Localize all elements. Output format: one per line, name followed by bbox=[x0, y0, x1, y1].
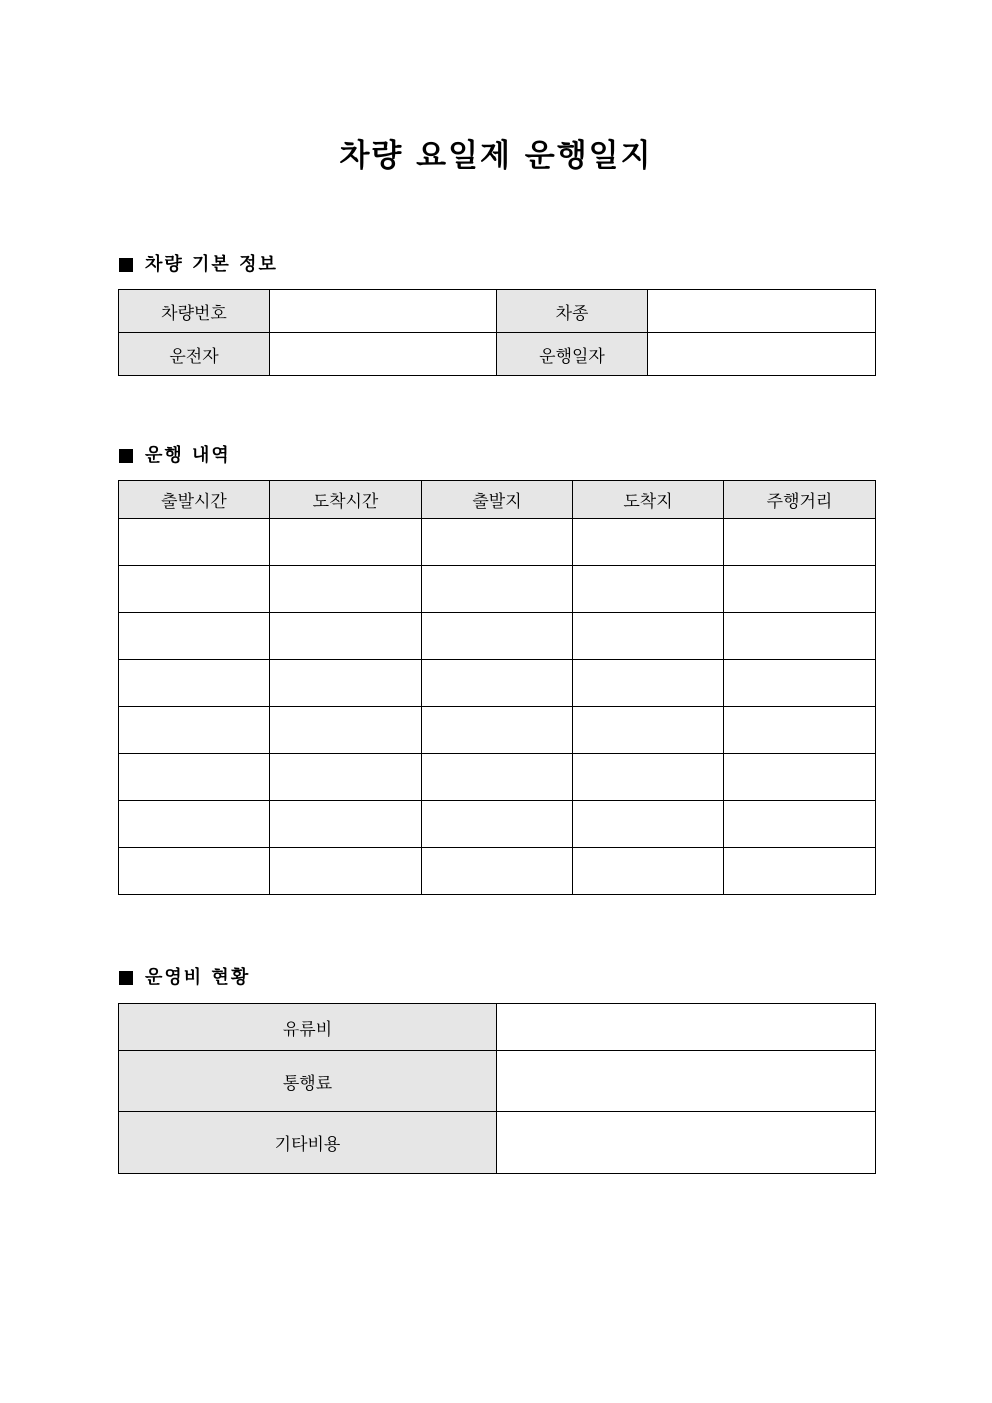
table-row bbox=[119, 660, 876, 707]
table-cell[interactable] bbox=[724, 519, 876, 566]
table-cell[interactable] bbox=[270, 848, 422, 895]
table-cell[interactable] bbox=[724, 754, 876, 801]
field-label-vehicle-type: 차종 bbox=[497, 290, 648, 333]
column-header-distance: 주행거리 bbox=[724, 481, 876, 519]
table-row bbox=[119, 613, 876, 660]
table-cell[interactable] bbox=[270, 754, 422, 801]
table-cell[interactable] bbox=[724, 801, 876, 848]
field-label-vehicle-number: 차량번호 bbox=[119, 290, 270, 333]
cost-label-other: 기타비용 bbox=[119, 1112, 497, 1174]
cost-value-other[interactable] bbox=[497, 1112, 876, 1174]
driving-log-table bbox=[118, 480, 876, 895]
table-cell[interactable] bbox=[422, 566, 573, 613]
table-cell[interactable] bbox=[422, 848, 573, 895]
table-cell[interactable] bbox=[422, 660, 573, 707]
table-cell[interactable] bbox=[422, 801, 573, 848]
table-cell[interactable] bbox=[422, 519, 573, 566]
table-cell[interactable] bbox=[119, 801, 270, 848]
table-row bbox=[119, 333, 876, 376]
table-row bbox=[119, 1004, 876, 1051]
table-cell[interactable] bbox=[573, 754, 724, 801]
table-header-row bbox=[119, 481, 876, 519]
page-title: 차량 요일제 운행일지 bbox=[339, 138, 653, 174]
field-label-driving-date: 운행일자 bbox=[497, 333, 648, 376]
section-heading-operating-costs bbox=[119, 966, 250, 990]
table-row bbox=[119, 707, 876, 754]
cost-value-fuel[interactable] bbox=[497, 1004, 876, 1051]
column-header-departure-place: 출발지 bbox=[422, 481, 573, 519]
column-header-arrival-time: 도착시간 bbox=[270, 481, 422, 519]
field-label-driver: 운전자 bbox=[119, 333, 270, 376]
table-row bbox=[119, 801, 876, 848]
table-row bbox=[119, 1112, 876, 1174]
table-cell[interactable] bbox=[270, 519, 422, 566]
table-cell[interactable] bbox=[119, 848, 270, 895]
cost-value-toll[interactable] bbox=[497, 1051, 876, 1112]
section-heading-label: 차량 기본 정보 bbox=[145, 254, 278, 275]
table-cell[interactable] bbox=[119, 754, 270, 801]
table-cell[interactable] bbox=[573, 801, 724, 848]
operating-costs-table bbox=[118, 1003, 876, 1174]
vehicle-info-table bbox=[118, 289, 876, 376]
table-row bbox=[119, 519, 876, 566]
table-cell[interactable] bbox=[724, 848, 876, 895]
table-cell[interactable] bbox=[119, 613, 270, 660]
square-bullet-icon bbox=[119, 449, 133, 463]
table-cell[interactable] bbox=[119, 566, 270, 613]
section-heading-driving-log bbox=[119, 444, 231, 468]
table-cell[interactable] bbox=[573, 707, 724, 754]
section-heading-label: 운영비 현황 bbox=[145, 967, 251, 988]
field-value-driver[interactable] bbox=[270, 333, 497, 376]
field-value-driving-date[interactable] bbox=[648, 333, 876, 376]
table-cell[interactable] bbox=[724, 660, 876, 707]
table-row bbox=[119, 566, 876, 613]
table-cell[interactable] bbox=[724, 707, 876, 754]
table-cell[interactable] bbox=[270, 613, 422, 660]
table-cell[interactable] bbox=[270, 801, 422, 848]
square-bullet-icon bbox=[119, 258, 133, 272]
table-cell[interactable] bbox=[724, 613, 876, 660]
table-cell[interactable] bbox=[422, 754, 573, 801]
cost-label-fuel: 유류비 bbox=[119, 1004, 497, 1051]
cost-label-toll: 통행료 bbox=[119, 1051, 497, 1112]
table-cell[interactable] bbox=[573, 613, 724, 660]
square-bullet-icon bbox=[119, 971, 133, 985]
section-heading-label: 운행 내역 bbox=[145, 445, 231, 466]
table-cell[interactable] bbox=[270, 566, 422, 613]
table-cell[interactable] bbox=[422, 613, 573, 660]
table-cell[interactable] bbox=[270, 660, 422, 707]
table-cell[interactable] bbox=[573, 848, 724, 895]
table-cell[interactable] bbox=[119, 660, 270, 707]
table-row bbox=[119, 848, 876, 895]
table-row bbox=[119, 754, 876, 801]
field-value-vehicle-type[interactable] bbox=[648, 290, 876, 333]
table-cell[interactable] bbox=[270, 707, 422, 754]
table-cell[interactable] bbox=[119, 519, 270, 566]
table-cell[interactable] bbox=[422, 707, 573, 754]
table-cell[interactable] bbox=[573, 519, 724, 566]
section-heading-vehicle-info bbox=[119, 253, 278, 277]
table-row bbox=[119, 1051, 876, 1112]
table-row bbox=[119, 290, 876, 333]
table-cell[interactable] bbox=[573, 566, 724, 613]
column-header-departure-time: 출발시간 bbox=[119, 481, 270, 519]
table-cell[interactable] bbox=[573, 660, 724, 707]
field-value-vehicle-number[interactable] bbox=[270, 290, 497, 333]
table-cell[interactable] bbox=[119, 707, 270, 754]
table-cell[interactable] bbox=[724, 566, 876, 613]
column-header-arrival-place: 도착지 bbox=[573, 481, 724, 519]
